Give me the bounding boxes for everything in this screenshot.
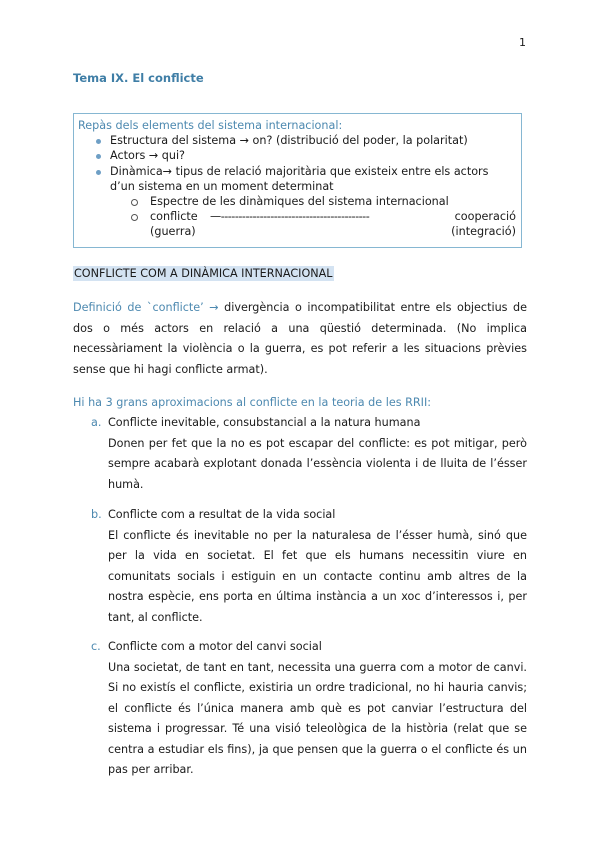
approach-heading: Conflicte com a motor del canvi social [108, 640, 322, 653]
approach-letter: b. [91, 508, 102, 521]
page-number: 1 [519, 36, 526, 49]
review-title: Repàs dels elements del sistema internacional: [78, 119, 343, 132]
spectrum-line: —------------------------------------------ [210, 210, 370, 224]
review-item-dynamics [78, 164, 516, 240]
spectrum-row [110, 209, 516, 239]
approach-letter: a. [91, 416, 102, 429]
review-item-structure: Estructura del sistema → on? (distribució del poder, la polaritat) [78, 133, 516, 148]
spectrum-right-note: (integració) [451, 225, 516, 239]
approach-body: El conflicte és inevitable no per la naturalesa de l’ésser humà, sinó que per la vida en societat. El fet que els humans necessitin viure en comunitats socials i estiguin en un contacte continu amb altres de la nostra espècie, ens porta en última instància a un xoc d’interessos i, per tant, al conflicte. [108, 528, 527, 624]
approach-body: Una societat, de tant en tant, necessita una guerra com a motor de canvi. Si no existís el conflicte, existiria un ordre tradicional, no hi hauria canvis; el conflicte és l’única manera amb què es pot canviar l’estructura del sistema i progressar. Té una visió teleològica de la història (relat que se centra a estudiar els fins), ja que pensen que la guerra o el conflicte és un pas per arribar. [108, 660, 527, 776]
definition-text: divergència o incompatibilitat entre els objectius de dos o més actors en relació a una qüestió determinada. (No implica necessàriament la violència o la guerra, es pot referir a les situacions prèvies sense que hi hagi conflicte armat). [73, 301, 528, 376]
page-title: Tema IX. El conflicte [73, 71, 204, 85]
spectrum-left-note: (guerra) [150, 225, 196, 239]
spectrum-left-term: conflicte [150, 210, 198, 224]
approach-c [91, 637, 527, 781]
review-list [78, 133, 516, 239]
approach-b [91, 505, 527, 628]
definition-label: Definició de `conflicte’ → [73, 301, 219, 314]
spectrum-right-term: cooperació [454, 210, 516, 224]
spectrum-label: Espectre de les dinàmiques del sistema internacional [110, 194, 516, 209]
approaches-intro: Hi ha 3 grans aproximacions al conflicte en la teoria de les RRII: [73, 396, 432, 409]
review-item-dynamics-text: Dinàmica→ tipus de relació majoritària que existeix entre els actors d’un sistema en un moment determinat [110, 164, 489, 193]
review-item-actors: Actors → qui? [78, 148, 516, 163]
approach-heading: Conflicte com a resultat de la vida social [108, 508, 336, 521]
dynamics-sublist [110, 194, 516, 240]
approach-heading: Conflicte inevitable, consubstancial a la natura humana [108, 416, 421, 429]
approach-letter: c. [91, 640, 101, 653]
review-box [73, 113, 522, 248]
section-heading: CONFLICTE COM A DINÀMICA INTERNACIONAL [74, 267, 333, 280]
approach-a [91, 413, 527, 495]
approach-body: Donen per fet que la no es pot escapar del conflicte: es pot mitigar, però sempre acabarà explotant donada l’essència violenta i de lluita de l’ésser humà. [108, 436, 527, 491]
definition-paragraph [73, 298, 527, 380]
